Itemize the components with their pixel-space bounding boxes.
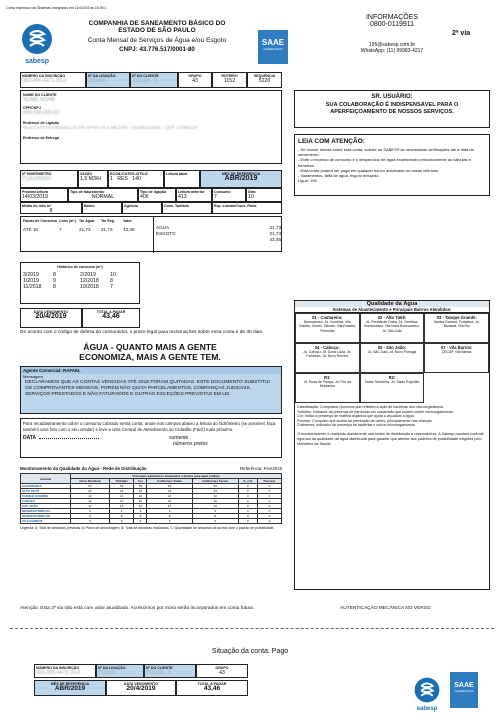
history-block: Histórico de consumo (m³) 3/2019 8 1/2019 9 11/2018 8 2/2019 10 12/2018 8 10/2018 7 [20,262,140,304]
attention-block: LEIA COM ATENÇÃO: - Se houver dúvida sobre esta conta, solicite do SABESP as necessárias verificações até a data de vencimento. - Evite o excesso de consumo e o desperdício de água examinando periodicamente as válvulas e torneiras. - Esta conta poderá ser paga em qualquer banco autorizado ou casas lotéricas. - Vazamentos, falta de água, esgoto entupido. Ligue: 195 [294,134,490,196]
via-label: 2ª via [452,30,471,37]
sabesp-logo-icon [412,676,442,704]
saae-logo: SAAE GUARULHOS [258,30,288,64]
agent-message: Agente Comercial: RAFAEL Mensagem DECLARAMOS QUE AS CONTAS VENCIDAS ATÉ 2018 FORAM QUITADAS. ESTE DOCUMENTO SUBSTITUI OS COMPROVANTES MENSAIS, PORÉM NÃO QUITA PARCELAMENTOS, COBRANÇAS JUDICIAIS, SERVIÇOS PRESTADOS E NÃO FATURADOS E OUTRAS EXCEÇÕES PREVISTAS EM LEI. [20,366,282,414]
system-cell: 04 - Cabuçu: Jd. Cabuçu, Jd. Dona Luiza, Jd. Fortaleza, Jd. Novo Recreio [295,343,360,373]
customer-block: NOME DO CLIENTE NOME NOME CPF/CNPJ 000.000.000-00 Endereço de Ligação RUA CAPITAO RASELLO 378 APTO VILA MILTON - GUARULHOS - CEP: 07060120 Endereço de Entrega [20,90,282,164]
meter-table: Nº HIDRÔMETRO Y13L000015 VAZÃO 1,5 M3/H ECON./CATEG./UTILIZ 1 RES 140 Leitura atual MÊS DE REFERÊNCIA ABR/2019 Próxima leitura 14/03/2019 Tipo de faturamento NORMAL Tipo de ligação 406 Leitura anterior 413 Consumo 7 Dias 10 Média do mês m³ 8 Bairro Agência Cons. Tarifado Esp. Loteam/Cons. Fatur. [20,170,282,214]
consumer-note: De acordo com o código de defesa do consumidor, o prazo legal para reclamações sobre essa conta é de 30 dias. [20,330,264,335]
quality-note: Cor: Indica a presença de matéria orgânica que ajuda a visualizar a água. [297,414,415,419]
table-row: VILA BARROS 9 9 9 9 9 0 0 [21,519,282,524]
quality-table-block: Monitoramento da Qualidade da Água - Rede de Distribuição Referência: Fev/2019 sistema Principais parâmetros analisados e limites para água potável Cloro Residual Turbidez Cor Coliformes Totais Coliformes Fecais E. coli Fluoreto CANTAREIRA 54 54 54 54 54 0 0 ALTO TIETÊ 23 23 23 23 23 0 0 TANQUE GRANDE 10 10 10 10 10 0 0 CABUÇU 10 10 10 10 10 0 0 SÃO JOÃO 12 12 12 12 12 0 0 RESERVATÓRIO R1 6 6 6 6 6 0 0 RESERVATÓRIO R2 8 8 8 8 8 0 0 VILA BARROS 9 9 9 9 9 0 0 Legenda: A: Total de amostras previstas no Plano de Amostragem; B: Total de amostras realizadas; C: Quantidade de amostras de acordo com o padrão de potabilidade. [20,466,282,530]
services-list: ÁGUA 21,73 ESGOTO 21,73 43,46 [153,217,283,253]
table-row: RESERVATÓRIO R2 8 8 8 8 8 0 0 [21,514,282,519]
system-cell: R2: Santa Terezinha, Jd. Santo Expedito [360,373,425,403]
system-cell: 05 - São João: Jd. São João, Jd. Novo Portugal [360,343,425,373]
slogan: ÁGUA - QUANTO MAIS A GENTE ECONOMIZA, MAIS A GENTE TEM. [79,342,221,362]
table-row: CABUÇU 10 10 10 10 10 0 0 [21,499,282,504]
system-cell: 07 - Vila Barros: CECAP, Vila Barros [424,343,489,373]
cut-line [10,628,494,629]
stub-status: Situação da conta: Pago [211,648,289,655]
quality-info: Qualidade da Água Sistemas de Abastecimento e Principais Bairros Atendidos: 01 - Cantareira: Bonsucesso, Jd. Cumbica, Vila Galvão, Centro, Taboão, Vila Rosália, Pimentas 02 - Alto Tietê: Jd. Presidente Dutra, Jd. Cumbica, Bonsucesso, Vila Nova Bonsucesso, Jd. São João 03 - Tanque Grande: Santos Dumont, Fortaleza, Jd. Bananal, Vila Rio 04 - Cabuçu: Jd. Cabuçu, Jd. Dona Luiza, Jd. Fortaleza, Jd. Novo Recreio 05 - São João: Jd. São João, Jd. Novo Portugal 07 - Vila Barros: CECAP, Vila Barros R1: Jd. Rosa de França, Jd. Flor da Montanha R2: Santa Terezinha, Jd. Santo Expedito Classificação: Compostos Químicos que refletem a ação de bactérias dos microorganismos. Turbidez: Indicador da presença de partículas em suspensão que podem conter microorganismos. Cor: Indica a presença de matéria orgânica que ajuda a visualizar a água. Fluoreto: Composto que auxilia na prevenção de cáries, principalmente nas crianças. Coliformes: Indicador da presença de bactérias e outros microorganismos. O monitoramento é realizado diariamente nas redes de distribuição e reservatórios. A Sabesp mantém controle rigoroso da qualidade da água distribuída para garantir que atende aos padrões de potabilidade exigidos pelo Ministério da Saúde. [294,300,490,590]
info-block: INFORMAÇÕES 0800-0119911 195@sabesp.com.br WhatsApp: (11) 99983-4217 [360,14,424,54]
system-cell: 01 - Cantareira: Bonsucesso, Jd. Cumbica, Vila Galvão, Centro, Taboão, Vila Rosália, Pimentas [295,313,360,343]
system-cell: 02 - Alto Tietê: Jd. Presidente Dutra, Jd. Cumbica, Bonsucesso, Vila Nova Bonsucesso, Jd. São João [360,313,425,343]
ids-row: NÚMERO DA INSCRIÇÃO 083-086-4471-15-0 Nº DA LIGAÇÃO 315609 Nº DO CLIENTE 316168 - 3 GRUPO 43 ROTEIRO 1152 SEQUÊNCIA 5220 [20,72,282,88]
quality-note: Classificação: Compostos Químicos que refletem a ação de bactérias dos microorganismos. [297,405,445,409]
amount-row: DATA VENCIMENTO 20/4/2019 TOTAL A PAGAR 43,46 [20,308,140,328]
system-cell: R1: Jd. Rosa de França, Jd. Flor da Montanha [295,373,360,403]
system-cell: 03 - Tanque Grande: Santos Dumont, Fortaleza, Jd. Bananal, Vila Rio [424,313,489,343]
quality-note: Turbidez: Indicador da presença de partículas em suspensão que podem conter microorganismos. [297,409,454,414]
quality-note: Fluoreto: Composto que auxilia na prevenção de cáries, principalmente nas crianças. [297,418,433,423]
registration-block: Para recadastramento cobre o consumo cobrado nesta conta, anote nos campos abaixo a leitura do hidrômetro (se possível, faça também uma foto com o seu celular) e leve a uma Central de Atendimento ao Cidadão (Fácil) mais próximo. DATA somente números pretos [20,418,282,458]
footer-note: Atenção: Esta 2ª via não está com valor atualizado. Acréscimos por mora serão incorporados em conta futura. [20,606,255,611]
company-header: COMPANHIA DE SANEAMENTO BÁSICO DO ESTADO DE SÃO PAULO Conta Mensal de Serviços de Água e/ou Esgoto CNPJ: 43.776.517/0001-80 [87,20,227,53]
table-row: ALTO TIETÊ 23 23 23 23 23 0 0 [21,489,282,494]
sabesp-logo: sabesp [20,22,54,64]
mechanical-auth: AUTENTICAÇÃO MECÂNICA NO VERSO [340,606,431,611]
user-notice: SR. USUÁRIO: SUA COLABORAÇÃO É INDISPENSÁVEL PARA O APERFEIÇOAMENTO DE NOSSOS SERVIÇOS. [294,90,490,128]
table-row: CANTAREIRA 54 54 54 54 54 0 0 [21,484,282,489]
quality-note: Coliformes: Indicador da presença de bactérias e outros microorganismos. [297,423,416,428]
stub-ids-row: NÚMERO DA INSCRIÇÃO 083-086-4471-15-0 Nº DA LIGAÇÃO 315609 Nº DO CLIENTE 316168 - 3 GRUPO 43 [34,664,248,678]
quality-table: sistema Principais parâmetros analisados e limites para água potável Cloro Residual Turbidez Cor Coliformes Totais Coliformes Fecais E. coli Fluoreto CANTAREIRA 54 54 54 54 54 0 0 ALTO TIETÊ 23 23 23 23 23 0 0 TANQUE GRANDE 10 10 10 10 10 0 0 CABUÇU 10 10 10 10 10 0 0 SÃO JOÃO 12 12 12 12 12 0 0 RESERVATÓRIO R1 6 6 6 6 6 0 0 RESERVATÓRIO R2 8 8 8 8 8 0 0 VILA BARROS 9 9 9 9 9 0 0 [20,473,282,524]
print-note: Conta impressa nos Sistemas Integrados em 11/4/2019 às 16:39:1 [6,6,107,10]
table-row: TANQUE GRANDE 10 10 10 10 10 0 0 [21,494,282,499]
tariff-block: Faixas de Consumo Cons (m³) Tar Água Tar Esg. Valor ATE 10 7 21,73 21,73 43,46 ÁGUA 21,73 ESGOTO 21,73 43,46 [20,216,282,252]
table-row: RESERVATÓRIO R1 6 6 6 6 6 0 0 [21,509,282,514]
stub-sabesp-logo: sabesp [412,676,442,712]
table-row: SÃO JOÃO 12 12 12 12 12 0 0 [21,504,282,509]
stub-amount-row: MÊS DE REFERÊNCIA ABR/2019 DATA VENCIMENTO 20/4/2019 TOTAL A PAGAR 43,46 [34,680,248,696]
sabesp-logo-icon [20,22,54,56]
stub-saae-logo: SAAE GUARULHOS [450,672,478,708]
